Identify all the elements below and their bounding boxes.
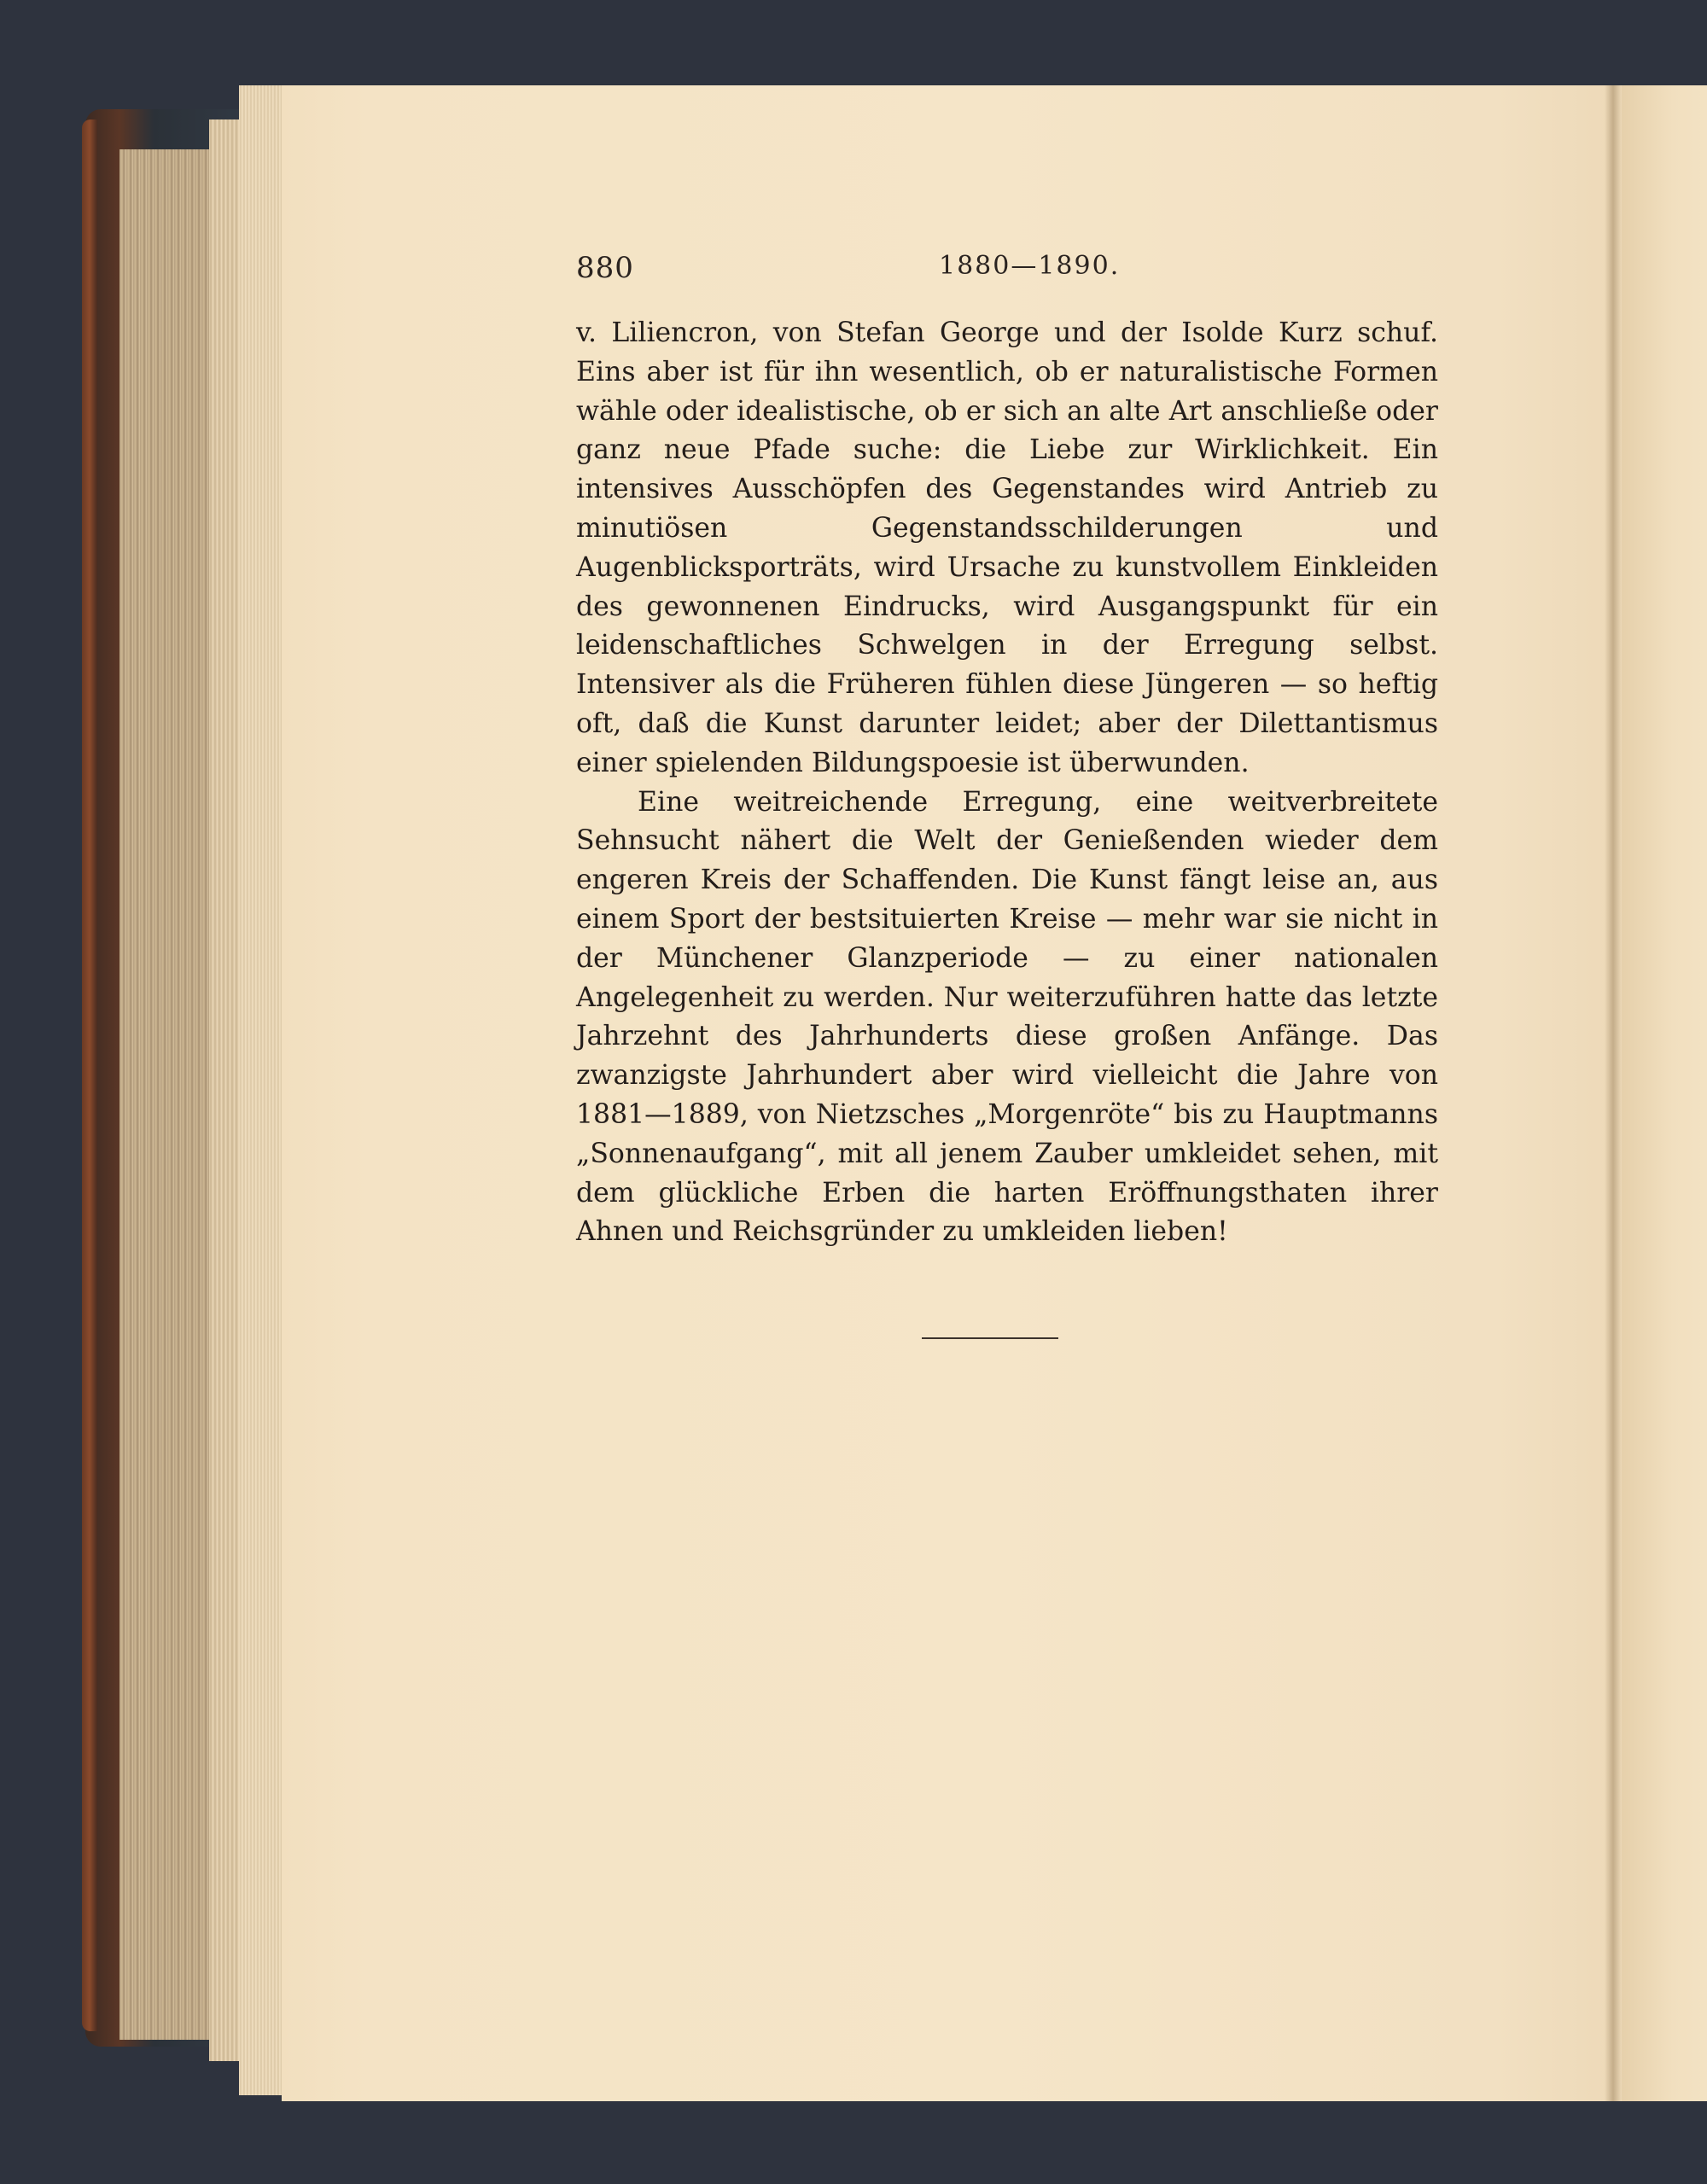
body-text [576, 314, 1438, 1252]
page-header [576, 251, 1438, 295]
end-rule [922, 1337, 1058, 1339]
running-head: 1880—1890. [939, 251, 1121, 281]
facing-page-edge [1622, 85, 1707, 2101]
paragraph: v. Liliencron, von Stefan George und der Isolde Kurz schuf. Eins aber ist für ihn wesentlich, ob er naturalistische Formen wähle oder idealistische, ob er sich an alte Art anschließe oder ganz neue Pfade suche: die Liebe zur Wirklichkeit. Ein intensives Ausschöpfen des Gegenstandes wird Antrieb zu minutiösen Gegenstandsschilderungen und Augenblicksporträts, wird Ursache zu kunstvollem Einkleiden des gewonnenen Eindrucks, wird Ausgangspunkt für ein leidenschaftliches Schwelgen in der Erregung selbst. Intensiver als die Früheren fühlen diese Jüngeren — so heftig oft, daß die Kunst darunter leidet; aber der Dilettantismus einer spielenden Bildungspoesie ist überwunden. [576, 317, 1438, 778]
gutter-shadow [1605, 85, 1622, 2101]
page-number: 880 [576, 251, 634, 285]
paragraph: Eine weitreichende Erregung, eine weitverbreitete Sehnsucht nähert die Welt der Genießenden wieder dem engeren Kreis der Schaffenden. Die Kunst fängt leise an, aus einem Sport der bestsituierten Kreise — mehr war sie nicht in der Münchener Glanzperiode — zu einer nationalen Angelegenheit zu werden. Nur weiterzuführen hatte das letzte Jahrzehnt des Jahrhunderts diese großen Anfänge. Das zwanzigste Jahrhundert aber wird vielleicht die Jahre von 1881—1889, von Nietzsches „Morgenröte“ bis zu Hauptmanns „Sonnenaufgang“, mit all jenem Zauber umkleidet sehen, mit dem glückliche Erben die harten Eröffnungsthaten ihrer Ahnen und Reichsgründer zu umkleiden lieben! [576, 786, 1438, 1248]
cover-edge [82, 119, 97, 2031]
